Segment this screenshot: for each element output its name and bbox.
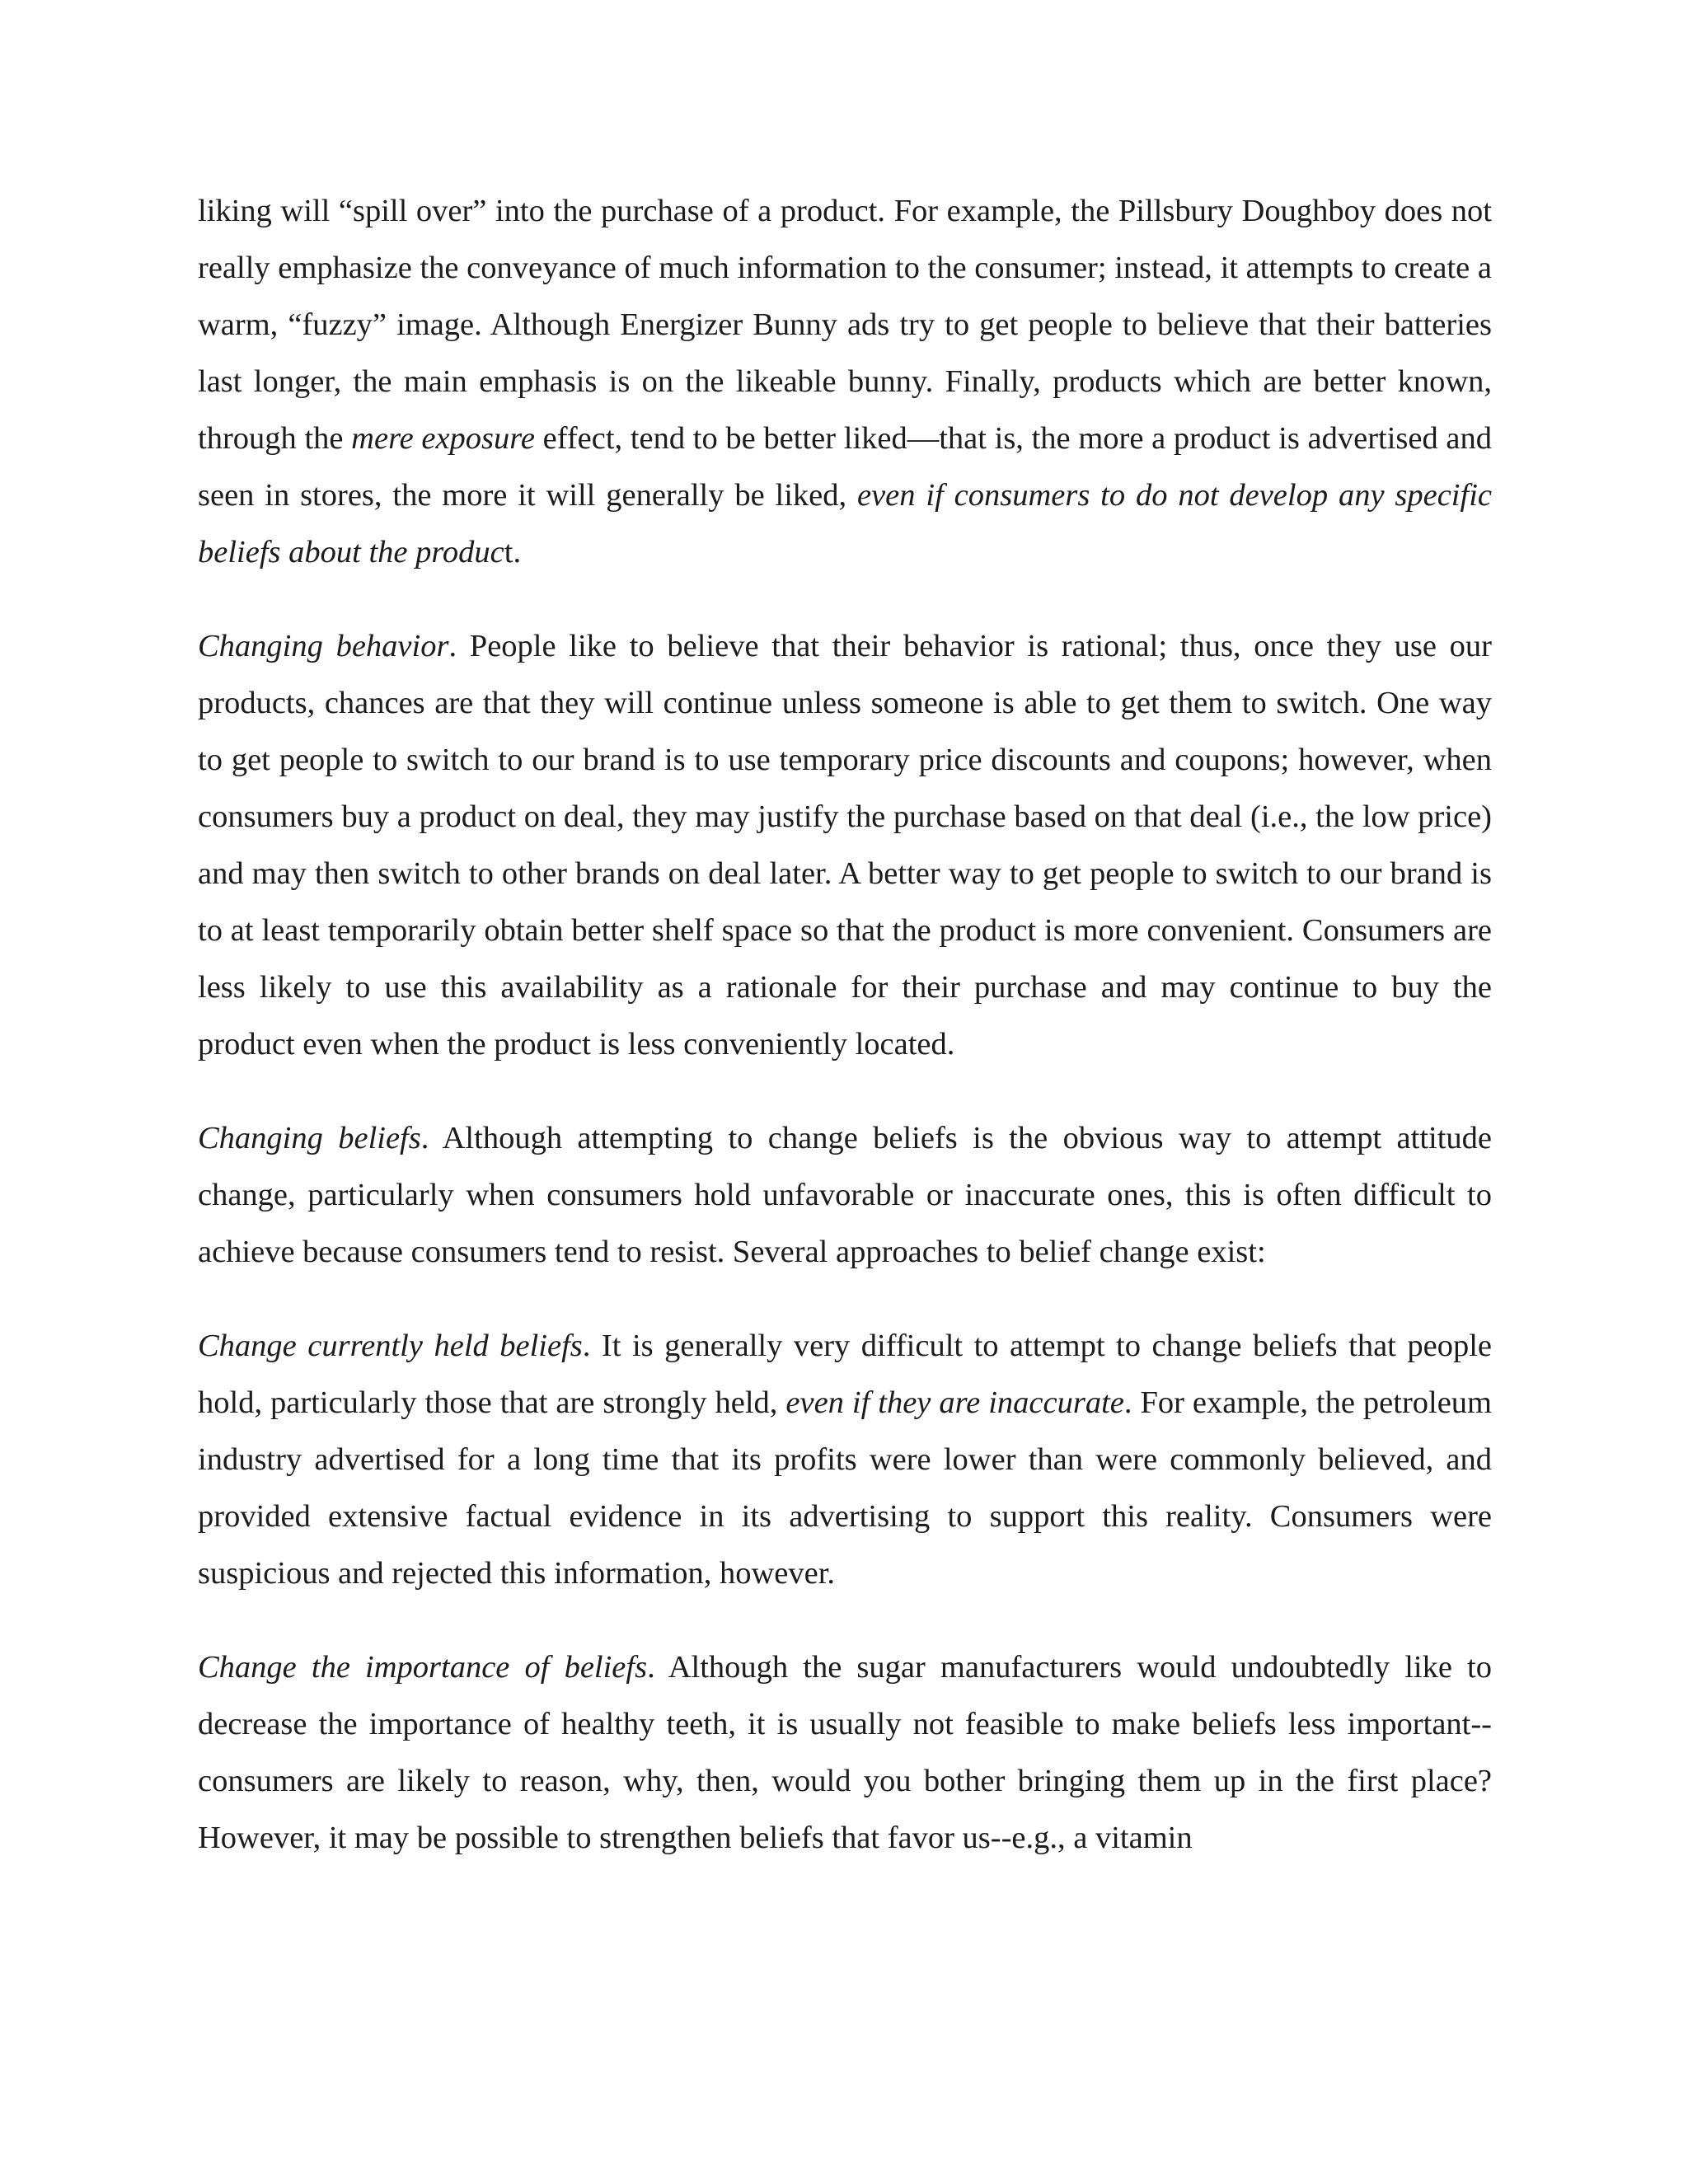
paragraph-text: effect, tend to be better liked—that is, the more a product is advertised and seen in stores, the more it will generally be liked, bbox=[198, 421, 1492, 513]
paragraph-text: liking will “spill over” into the purchase of a product. For example, the Pillsbury Doughboy does not really emphasize the conveyance of much information to the consumer; instead, it attempts to create a warm, “fuzzy” image. Although Energizer Bunny ads try to get people to believe that their batteries last longer, the main emphasis is on the likeable bunny. Finally, products which are better known, through the bbox=[198, 194, 1492, 456]
paragraph-text: . Although attempting to change beliefs is the obvious way to attempt attitude change, particularly when consumers hold unfavorable or inaccurate ones, this is often difficult to achieve because consumers tend to resist. Several approaches to belief change exist: bbox=[198, 1121, 1492, 1269]
paragraph-text: . Although the sugar manufacturers would undoubtedly like to decrease the importance of healthy teeth, it is usually not feasible to make beliefs less important--consumers are likely to reason, why, then, would you bother bringing them up in the first place? However, it may be possible to strengthen beliefs that favor us--e.g., a vitamin bbox=[198, 1650, 1492, 1855]
section-heading-change-currently-held-beliefs: Change currently held beliefs bbox=[198, 1329, 583, 1363]
section-heading-changing-beliefs: Changing beliefs bbox=[198, 1121, 421, 1155]
emphasis-even-if-inaccurate: even if they are inaccurate bbox=[785, 1385, 1124, 1420]
section-heading-change-importance-of-beliefs: Change the importance of beliefs bbox=[198, 1650, 648, 1685]
paragraph-change-importance-of-beliefs bbox=[198, 1639, 1492, 1867]
paragraph-text: . It is generally very difficult to attempt to change beliefs that people hold, particularly those that are strongly held, bbox=[198, 1329, 1492, 1420]
paragraph-text: t. bbox=[504, 535, 522, 569]
paragraph-changing-beliefs bbox=[198, 1110, 1492, 1281]
paragraph-change-currently-held-beliefs bbox=[198, 1318, 1492, 1602]
emphasis-even-if: even if consumers to do not develop any specific beliefs about the produc bbox=[198, 478, 1492, 569]
paragraph-text: . People like to believe that their behavior is rational; thus, once they use our products, chances are that they will continue unless someone is able to get them to switch. One way to get people to switch to our brand is to use temporary price discounts and coupons; however, when consumers buy a product on deal, they may justify the purchase based on that deal (i.e., the low price) and may then switch to other brands on deal later. A better way to get people to switch to our brand is to at least temporarily obtain better shelf space so that the product is more convenient. Consumers are less likely to use this availability as a rationale for their purchase and may continue to buy the product even when the product is less conveniently located. bbox=[198, 629, 1493, 1062]
paragraph-liking bbox=[198, 183, 1492, 581]
section-heading-changing-behavior: Changing behavior bbox=[198, 629, 449, 663]
document-page bbox=[198, 183, 1492, 1867]
emphasis-mere-exposure: mere exposure bbox=[351, 421, 535, 456]
paragraph-text: . For example, the petroleum industry advertised for a long time that its profits were lower than were commonly believed, and provided extensive factual evidence in its advertising to support this reality. Consumers were suspicious and rejected this information, however. bbox=[198, 1385, 1493, 1591]
paragraph-changing-behavior bbox=[198, 618, 1492, 1073]
